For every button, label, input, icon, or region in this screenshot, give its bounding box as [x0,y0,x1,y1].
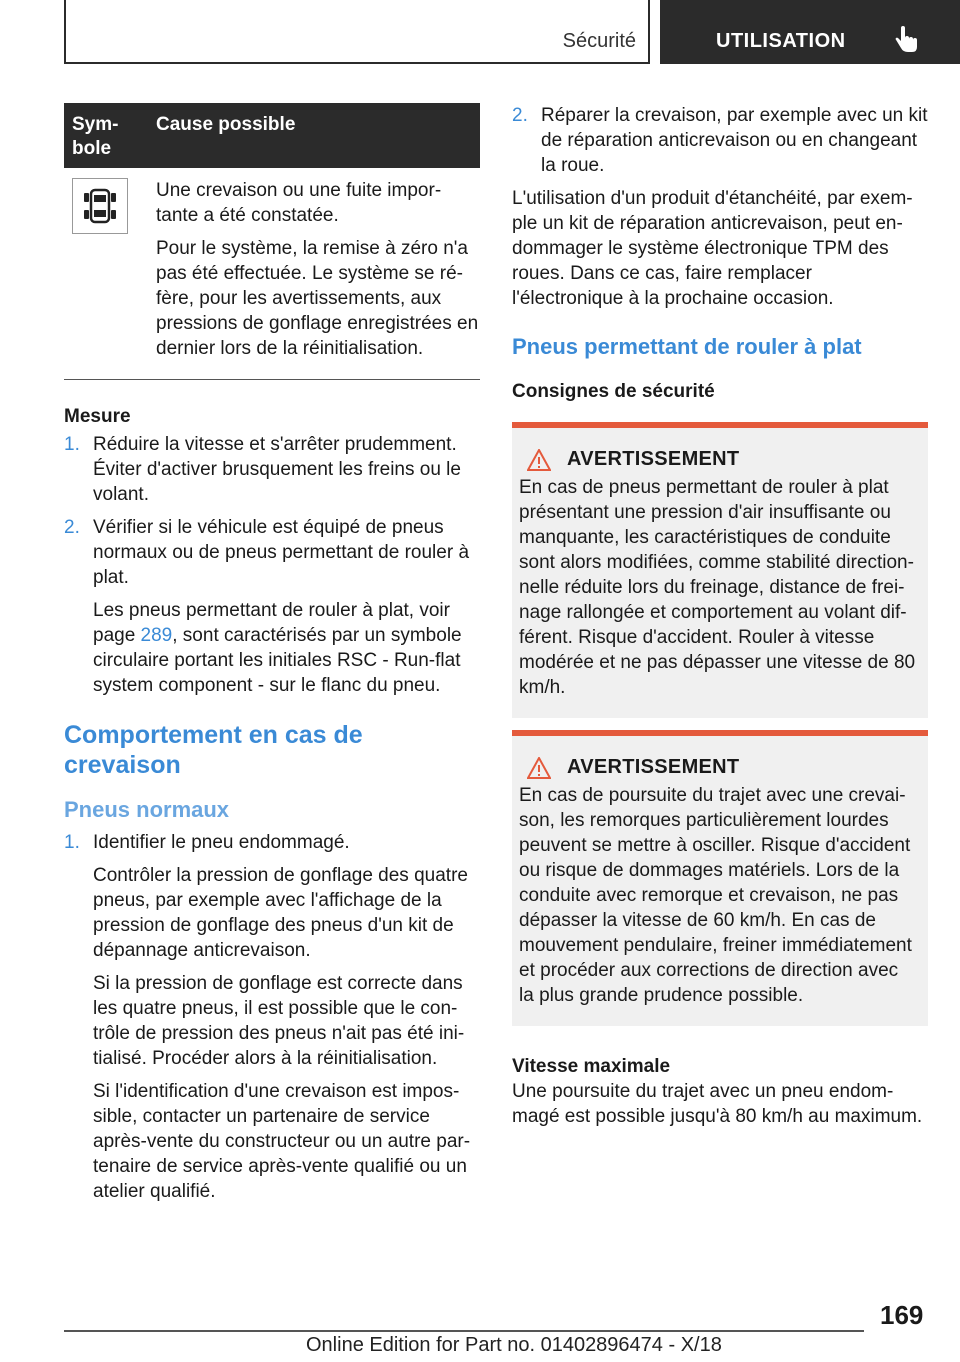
table-header-cause: Cause possible [156,114,296,135]
warning-text: En cas de pneus permettant de rouler à plat présentant une pression d'air insuffisante ou manquante, les caractéristiques de conduite sont alors modifiées, comme stabilité direction-nelle réduite lors du freinage, distance de frei-nage rallongée et comportement au volant dif-férent. Risque d'accident. Rouler à vitesse modérée et ne pas dépasser une vitesse de 80 km/h. [519,477,916,698]
warning-box [512,730,928,1026]
list-item [64,432,480,507]
step-text: Identifier le pneu endommagé. [93,832,350,853]
table-cell-symbol [64,178,146,369]
warning-label: AVERTISSEMENT [567,756,740,778]
header-chapter-box [660,0,960,64]
step-number: 1. [64,434,80,455]
right-column [512,103,928,1129]
pointing-hand-icon [892,26,920,54]
step-number: 1. [64,832,80,853]
body-paragraph: L'utilisation d'un produit d'étanchéité, par exem-ple un kit de réparation anticrevaison, peut en-dommager le système électronique TPM des roues. Dans ce cas, faire remplacer l'électronique à la prochaine occasion. [512,188,913,309]
chapter-title: UTILISATION [716,30,846,52]
page-link[interactable]: 289 [140,625,173,646]
mesure-heading: Mesure [64,406,131,427]
section-heading: Comportement en cas de crevaison [64,721,363,779]
mesure-steps [64,432,480,698]
section-title: Sécurité [562,30,636,52]
warning-triangle-icon [527,449,551,471]
page-number: 169 [880,1300,924,1330]
header-section-box [64,0,650,64]
warning-label: AVERTISSEMENT [567,448,740,470]
step-number: 2. [512,105,528,126]
step-subtext-pre: Les pneus permettant de rouler à plat, voir page [93,600,450,646]
warning-triangle-icon [527,757,551,779]
table-header-symbol: Sym- bole [72,114,119,159]
warning-text: En cas de poursuite du trajet avec une crevai-son, les remorques particulièrement lourdes peuvent se mettre à osciller. Risque d'accident ou risque de dommages matériels. Lors de la conduite avec remorque et crevaison, ne pas dépasser la vitesse de 60 km/h. En cas de mouvement pendulaire, freiner immédiatement et procéder aux corrections de direction avec la plus grande prudence possible. [519,785,912,1006]
subsection-heading: Pneus normaux [64,797,230,822]
list-item [512,103,928,178]
warning-box [512,422,928,718]
step-number: 2. [64,517,80,538]
table-cell-cause [146,178,480,369]
vmax-heading: Vitesse maximale [512,1056,671,1077]
step-text: Réparer la crevaison, par exemple avec un kit de réparation anticrevaison ou en changeant la roue. [541,105,928,176]
list-item [64,515,480,698]
cause-text: Pour le système, la remise à zéro n'a pas été effectuée. Le système se ré-fère, pour les avertissements, aux pressions de gonflage enregistrées en dernier lors de la réinitialisation. [156,238,479,359]
step-text: Vérifier si le véhicule est équipé de pneus normaux ou de pneus permettant de rouler à plat. [93,517,470,588]
car-tire-warning-icon [72,178,128,234]
list-item [64,830,480,1204]
cause-text: Une crevaison ou une fuite impor-tante a été constatée. [156,180,442,226]
warning-title [527,756,918,779]
step-subtext: Contrôler la pression de gonflage des quatre pneus, par exemple avec l'affichage de la pression de gonflage des pneus d'un kit de dépannage anticrevaison. [93,865,468,961]
vmax-text: Une poursuite du trajet avec un pneu endom-magé est possible jusqu'à 80 km/h au maximum. [512,1081,923,1127]
step-subtext: Si la pression de gonflage est correcte dans les quatre pneus, il est possible que le con-trôle de pression des pneus n'ait pas été ini-tialisé. Procéder alors à la réinitialisation. [93,973,465,1069]
safety-heading: Consignes de sécurité [512,381,715,402]
section-heading: Pneus permettant de rouler à plat [512,334,862,359]
warning-title [527,448,918,471]
table-header [64,103,480,168]
footer-edition: Online Edition for Part no. 01402896474 - X/18 [306,1334,722,1356]
step-subtext: Si l'identification d'une crevaison est impos-sible, contacter un partenaire de service après-vente du constructeur ou un autre par-tenaire de service après-vente qualifié ou un atelier qualifié. [93,1081,471,1202]
pneus-normaux-steps [64,830,480,1204]
table-row [64,168,480,380]
pneus-normaux-steps-cont [512,103,928,178]
footer-divider [64,1330,864,1332]
step-subtext-post: , sont caractérisés par un symbole circulaire portant les initiales RSC - Run-flat system component - sur le flanc du pneu. [93,625,462,696]
step-subtext [93,598,480,698]
step-text: Réduire la vitesse et s'arrêter prudemment. Éviter d'activer brusquement les freins ou le volant. [93,434,461,505]
left-column [64,103,480,1212]
